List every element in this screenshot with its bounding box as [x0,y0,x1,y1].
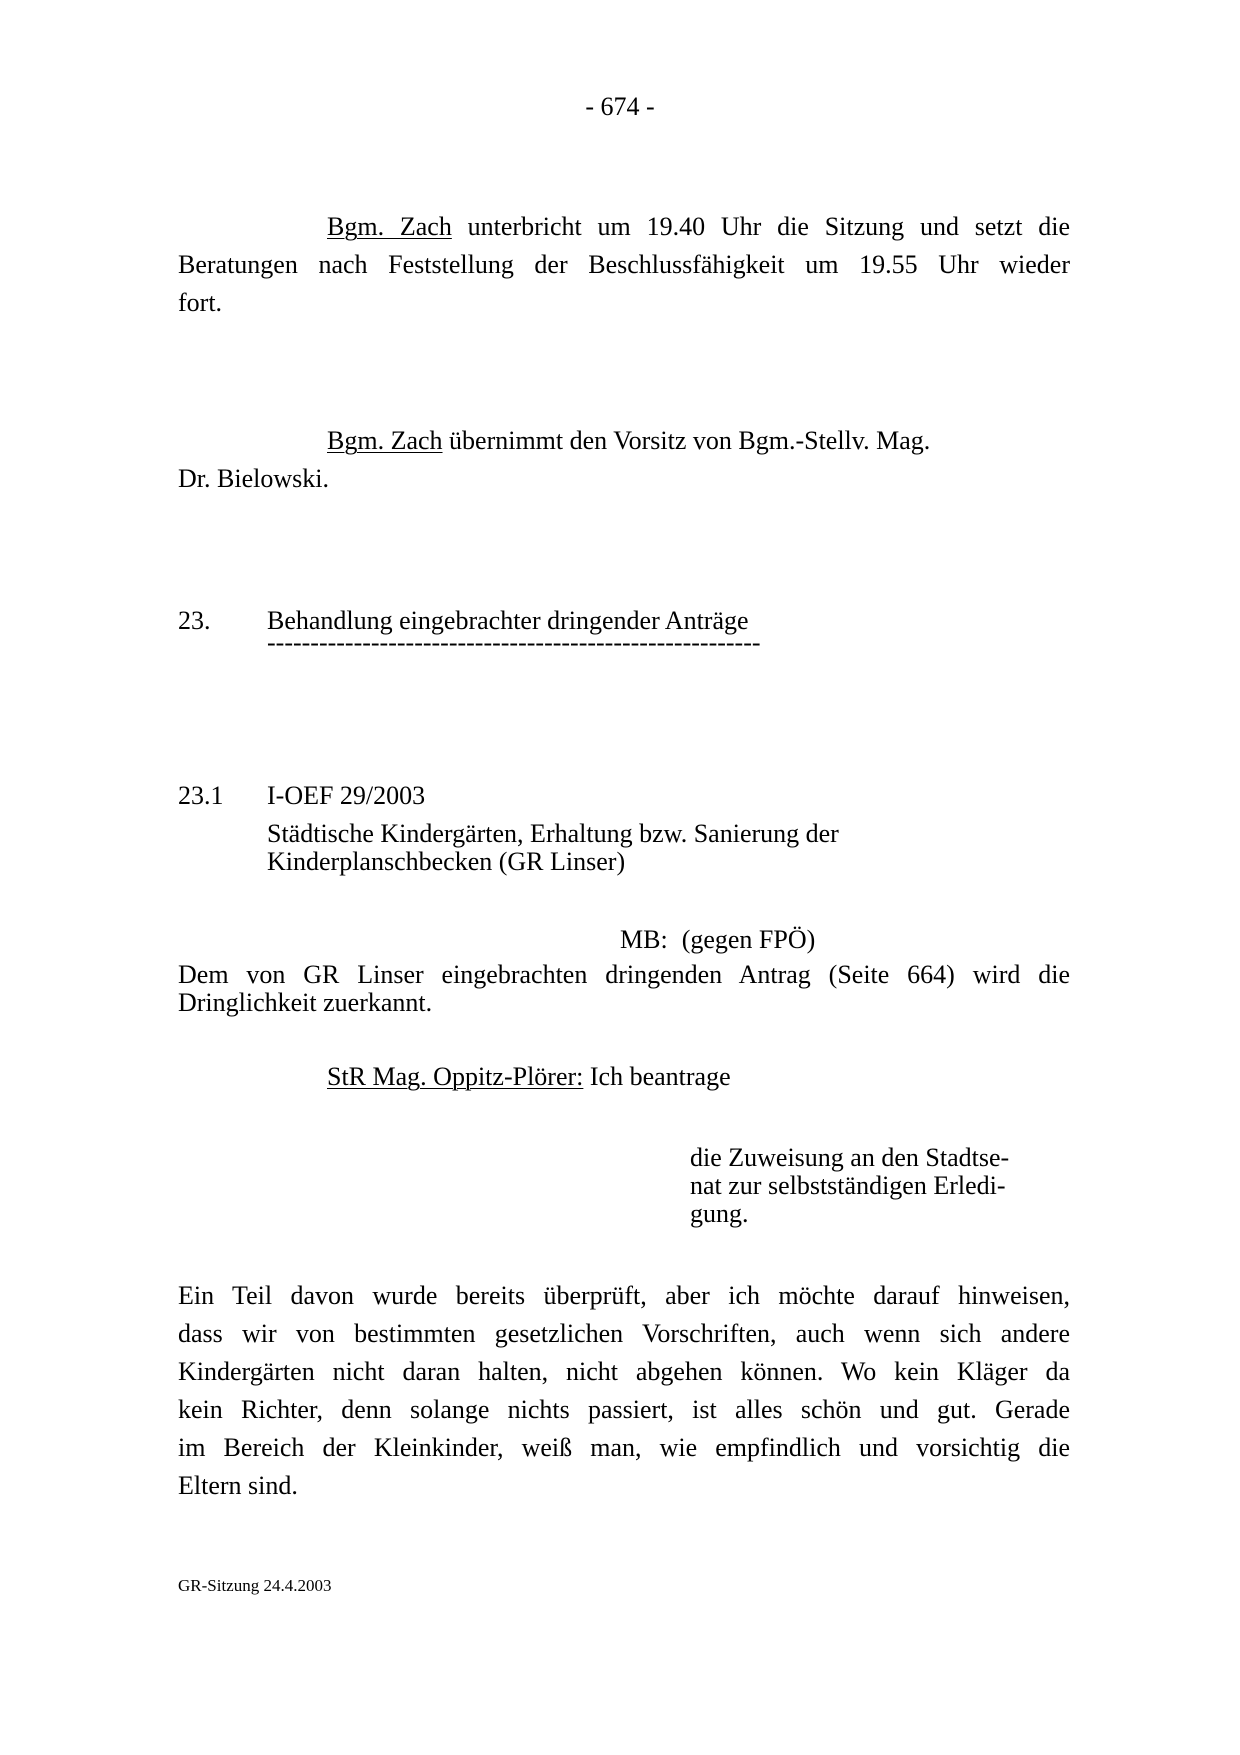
paragraph-text: unterbricht um 19.40 Uhr die Sitzung und setzt die [451,212,1070,241]
agenda-item-title: Behandlung eingebrachter dringender Anträge [267,606,749,635]
paragraph-text: übernimmt den Vorsitz von Bgm.-Stellv. Mag. [442,426,931,455]
agenda-item-divider: --------------------------------------------------------- [267,628,761,657]
speech-line: kein Richter, denn solange nichts passiert, ist alles schön und gut. Gerade [178,1395,1070,1424]
speech-intro-text: Ich beantrage [583,1062,731,1091]
speech-line: Ein Teil davon wurde bereits überprüft, aber ich möchte darauf hinweisen, [178,1281,1070,1310]
speech-intro [327,1058,731,1096]
paragraph-recess-line-1 [178,208,1070,246]
speech-line: im Bereich der Kleinkinder, weiß man, wie empfindlich und vorsichtig die [178,1433,1070,1462]
sub-item-description-line-2: Kinderplanschbecken (GR Linser) [267,847,626,876]
decision-text-line-1: Dem von GR Linser eingebrachten dringenden Antrag (Seite 664) wird die [178,960,1070,989]
speaker-name: Bgm. Zach [327,426,443,455]
majority-decision [620,921,815,959]
paragraph-chair-line-2: Dr. Bielowski. [178,464,329,493]
sub-item-description-line-1: Städtische Kindergärten, Erhaltung bzw. Sanierung der [267,819,839,848]
sub-item-id: I-OEF 29/2003 [267,781,426,810]
motion-line-1: die Zuweisung an den Stadtse- [690,1143,1010,1172]
motion-line-2: nat zur selbstständigen Erledi- [690,1171,1006,1200]
paragraph-recess-line-3: fort. [178,288,223,317]
motion-text [690,1144,1070,1228]
speech-body [178,1277,1070,1505]
speaker-name: StR Mag. Oppitz-Plörer: [327,1062,584,1091]
paragraph-recess-line-2: Beratungen nach Feststellung der Beschlussfähigkeit um 19.55 Uhr wieder [178,250,1070,279]
page-footer: GR-Sitzung 24.4.2003 [178,1576,332,1595]
paragraph-chair [178,422,1070,498]
sub-item-description [267,820,967,876]
agenda-item-number: 23. [178,606,211,635]
speaker-name: Bgm. Zach [327,212,452,241]
motion-line-3: gung. [690,1199,749,1228]
paragraph-recess [178,208,1070,322]
speech-line: Kindergärten nicht daran halten, nicht abgehen können. Wo kein Kläger da [178,1357,1070,1386]
page-number: - 674 - [585,92,655,121]
sub-item-number: 23.1 [178,781,224,810]
majority-label: MB: [620,925,668,954]
majority-value: (gegen FPÖ) [681,925,816,954]
decision-text-line-2: Dringlichkeit zuerkannt. [178,988,433,1017]
decision-text [178,961,1070,1017]
paragraph-chair-line-1 [178,422,1070,460]
speech-line: Eltern sind. [178,1471,298,1500]
speech-line: dass wir von bestimmten gesetzlichen Vorschriften, auch wenn sich andere [178,1319,1070,1348]
